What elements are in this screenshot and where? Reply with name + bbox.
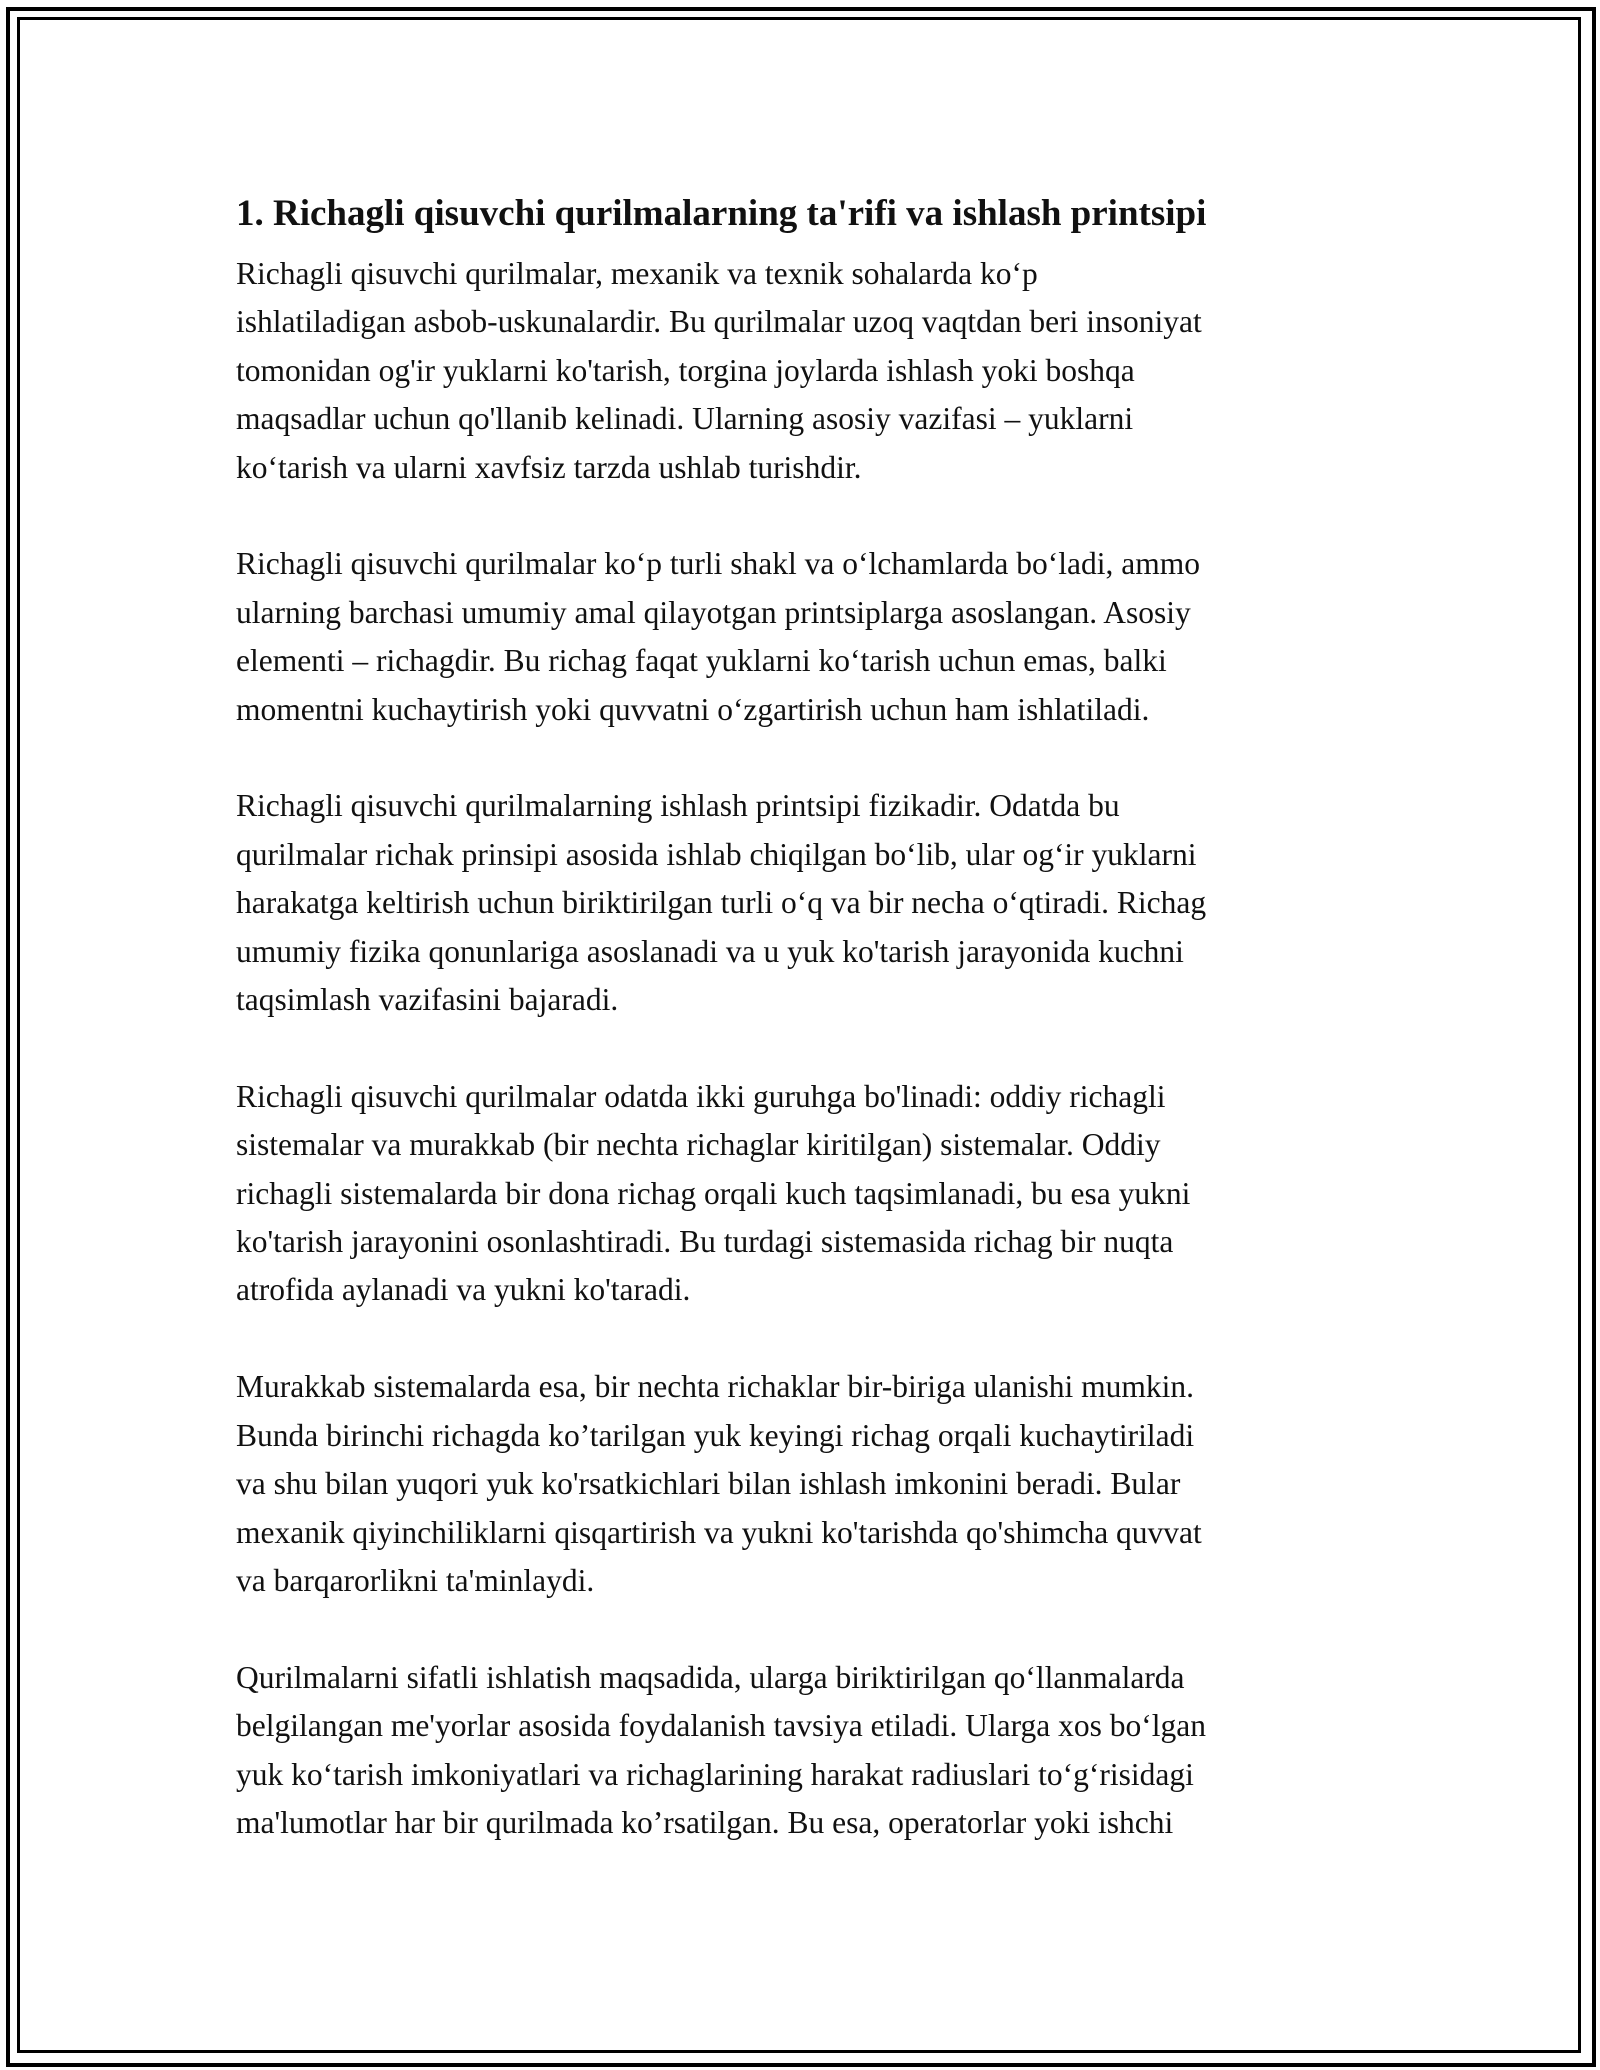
text-line: Qurilmalarni sifatli ishlatish maqsadida, ularga biriktirilgan qo‘llanmalarda <box>236 1659 1185 1695</box>
text-line: maqsadlar uchun qo'llanib kelinadi. Ularning asosiy vazifasi – yuklarni <box>236 401 1134 437</box>
text-line: tomonidan og'ir yuklarni ko'tarish, torgina joylarda ishlash yoki boshqa <box>236 352 1135 388</box>
text-line: atrofida aylanadi va yukni ko'taradi. <box>236 1272 691 1308</box>
paragraph-4 <box>236 1073 1376 1315</box>
text-line: va barqarorlikni ta'minlaydi. <box>236 1562 595 1598</box>
paragraph-1 <box>236 250 1376 492</box>
text-line: Murakkab sistemalarda esa, bir nechta richaklar bir-biriga ulanishi mumkin. <box>236 1369 1195 1405</box>
text-line: ko‘tarish va ularni xavfsiz tarzda ushlab turishdir. <box>236 449 862 485</box>
text-line: Richagli qisuvchi qurilmalar odatda ikki guruhga bo'linadi: oddiy richagli <box>236 1078 1166 1114</box>
text-line: elementi – richagdir. Bu richag faqat yuklarni ko‘tarish uchun emas, balki <box>236 643 1167 679</box>
text-line: ishlatiladigan asbob-uskunalardir. Bu qurilmalar uzoq vaqtdan beri insoniyat <box>236 304 1202 340</box>
text-line: belgilangan me'yorlar asosida foydalanish tavsiya etiladi. Ularga xos bo‘lgan <box>236 1708 1206 1744</box>
text-line: ularning barchasi umumiy amal qilayotgan printsiplarga asoslangan. Asosiy <box>236 594 1191 630</box>
paragraph-3 <box>236 782 1376 1024</box>
text-line: taqsimlash vazifasini bajaradi. <box>236 982 619 1018</box>
paragraph-6 <box>236 1654 1376 1848</box>
section-heading: 1. Richagli qisuvchi qurilmalarning ta'rifi va ishlash printsipi <box>236 193 1207 234</box>
text-line: sistemalar va murakkab (bir nechta richaglar kiritilgan) sistemalar. Oddiy <box>236 1127 1161 1163</box>
text-line: harakatga keltirish uchun biriktirilgan turli o‘q va bir necha o‘qtiradi. Richag <box>236 885 1207 921</box>
text-line: ko'tarish jarayonini osonlashtiradi. Bu turdagi sistemasida richag bir nuqta <box>236 1224 1174 1260</box>
text-line: Richagli qisuvchi qurilmalar, mexanik va texnik sohalarda ko‘p <box>236 256 1038 291</box>
text-line: yuk ko‘tarish imkoniyatlari va richaglarining harakat radiuslari to‘g‘risidagi <box>236 1756 1194 1792</box>
document-body <box>236 186 1376 1896</box>
text-line: va shu bilan yuqori yuk ko'rsatkichlari bilan ishlash imkonini beradi. Bular <box>236 1466 1181 1502</box>
text-line: ma'lumotlar har bir qurilmada ko’rsatilgan. Bu esa, operatorlar yoki ishchi <box>236 1804 1174 1840</box>
text-line: Richagli qisuvchi qurilmalar ko‘p turli shakl va o‘lchamlarda bo‘ladi, ammo <box>236 546 1200 582</box>
text-line: mexanik qiyinchiliklarni qisqartirish va yukni ko'tarishda qo'shimcha quvvat <box>236 1514 1202 1550</box>
text-line: qurilmalar richak prinsipi asosida ishlab chiqilgan bo‘lib, ular og‘ir yuklarni <box>236 836 1197 872</box>
text-line: momentni kuchaytirish yoki quvvatni o‘zgartirish uchun ham ishlatiladi. <box>236 691 1150 727</box>
text-line: umumiy fizika qonunlariga asoslanadi va u yuk ko'tarish jarayonida kuchni <box>236 933 1184 969</box>
text-line: Richagli qisuvchi qurilmalarning ishlash printsipi fizikadir. Odatda bu <box>236 788 1120 824</box>
text-line: Bunda birinchi richagda ko’tarilgan yuk keyingi richag orqali kuchaytiriladi <box>236 1417 1195 1453</box>
paragraph-5 <box>236 1363 1376 1605</box>
paragraph-2 <box>236 540 1376 734</box>
text-line: richagli sistemalarda bir dona richag orqali kuch taqsimlanadi, bu esa yukni <box>236 1175 1191 1211</box>
